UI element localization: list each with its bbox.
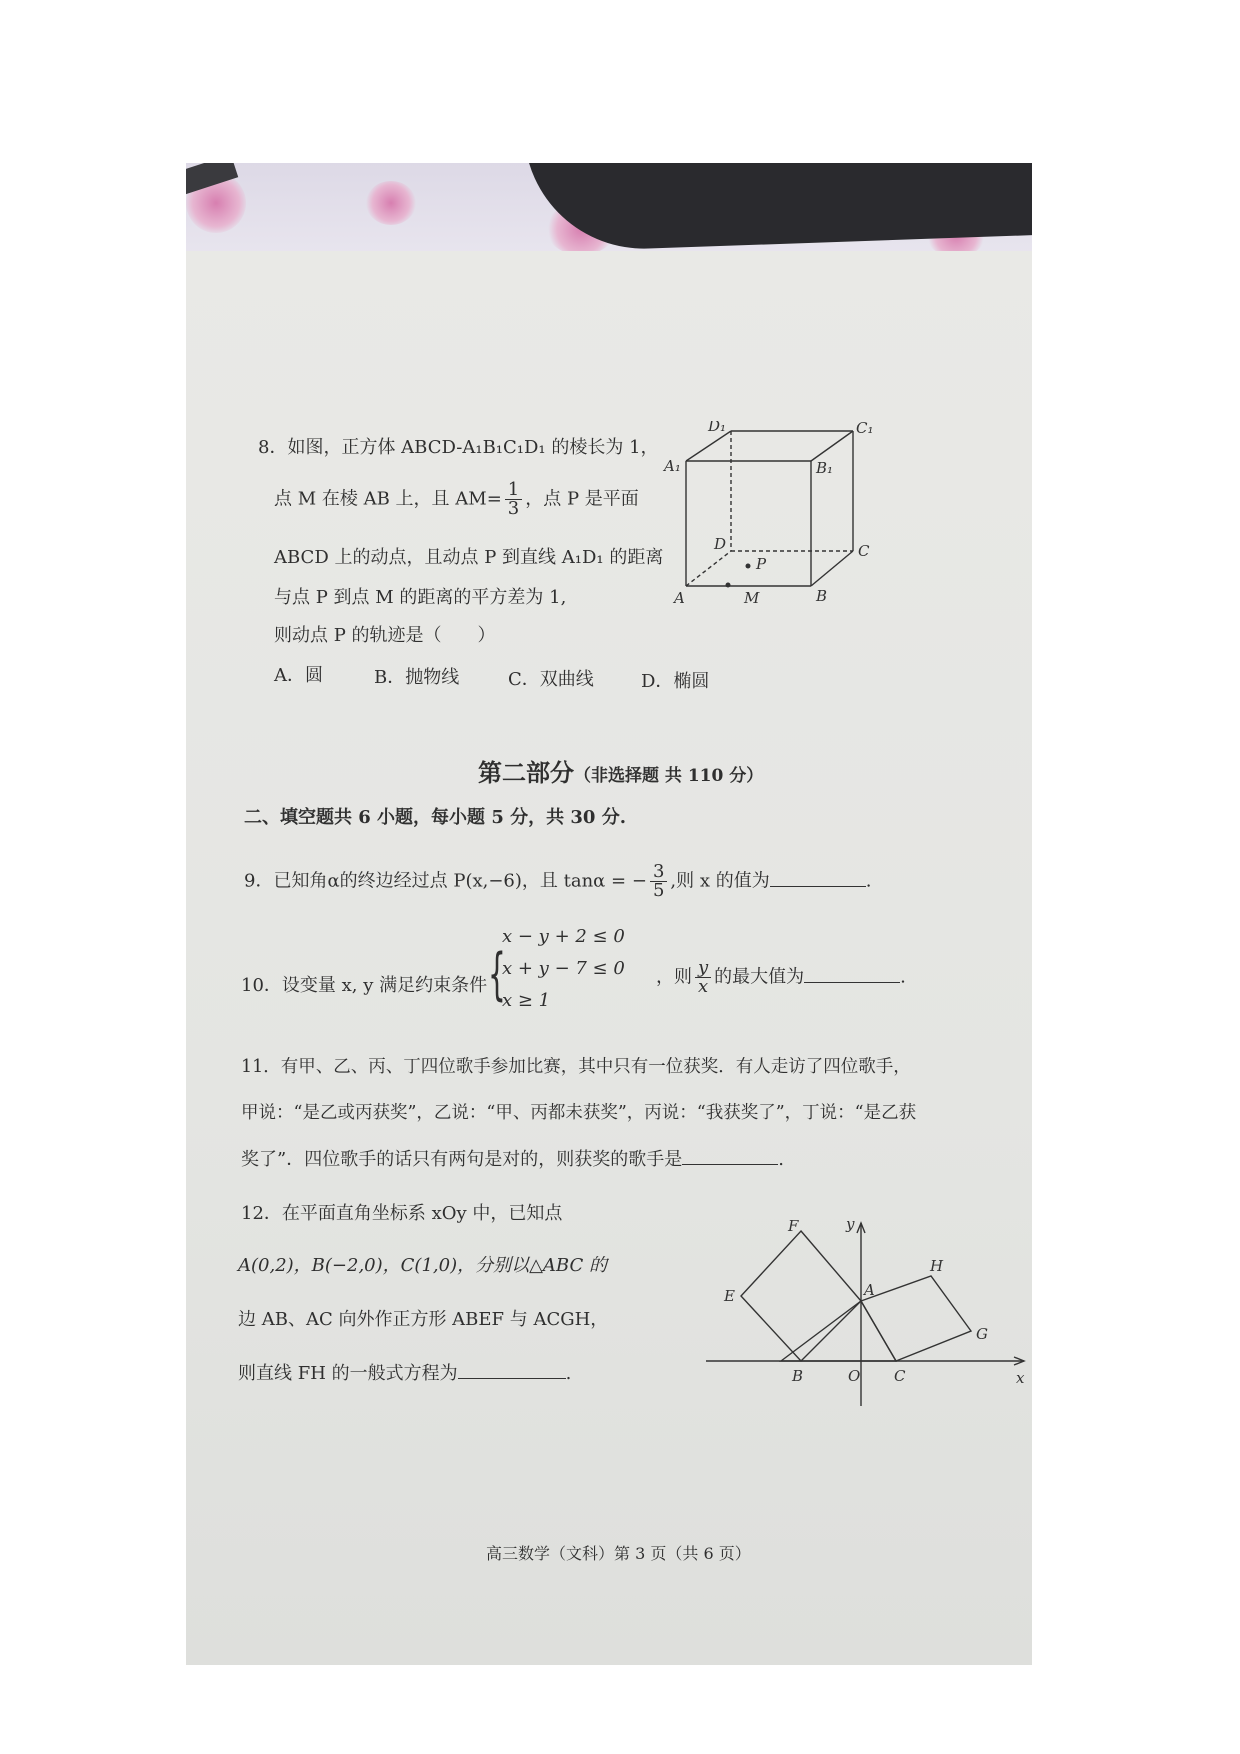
- q8-option-b: B．抛物线: [374, 667, 460, 688]
- q8-option-a: A．圆: [274, 665, 323, 686]
- q9-frac-den: 5: [652, 880, 665, 901]
- cube-label-p: P: [756, 555, 767, 573]
- q10-cond-2: x + y − 7 ≤ 0: [502, 958, 625, 979]
- q12-answer-blank[interactable]: [458, 1378, 566, 1379]
- q10-end: .: [900, 966, 906, 988]
- q10-conditions: [502, 921, 625, 1017]
- q8-frac-den: 3: [507, 498, 520, 519]
- graph-label-y: y: [846, 1215, 855, 1233]
- q10-brace: {: [488, 942, 506, 1007]
- graph-label-c: C: [894, 1367, 906, 1385]
- page-footer: 高三数学（文科）第 3 页（共 6 页）: [486, 1544, 751, 1563]
- q12-line1: 12．在平面直角坐标系 xOy 中，已知点: [241, 1203, 563, 1224]
- q9-end: .: [865, 870, 872, 892]
- graph-label-a: A: [864, 1281, 875, 1299]
- part2-subtitle: （非选择题 共 110 分）: [574, 766, 764, 786]
- q9-answer-blank[interactable]: [770, 886, 866, 887]
- graph-label-e: E: [724, 1287, 735, 1305]
- q10-cond-1: x − y + 2 ≤ 0: [502, 926, 625, 947]
- flower-pattern: [366, 181, 416, 225]
- q10-text: 10．设变量 x, y 满足约束条件: [241, 975, 488, 996]
- q12-line3: 边 AB、AC 向外作正方形 ABEF 与 ACGH，: [238, 1309, 609, 1330]
- q12-line4-wrap: [238, 1359, 571, 1385]
- graph-label-h: H: [930, 1257, 944, 1275]
- q10-frac-num: y: [695, 959, 711, 978]
- graph-label-x: x: [1016, 1369, 1025, 1387]
- cube-label-c1: C₁: [856, 421, 874, 437]
- q10-frac-den: x: [698, 976, 709, 997]
- q9-text: 9．已知角α的终边经过点 P(x,−6)，且 tanα = −: [244, 870, 647, 892]
- q11-line2: 甲说：“是乙或丙获奖”，乙说：“甲、丙都未获奖”，丙说：“我获奖了”，丁说：“是乙获: [241, 1103, 917, 1123]
- q11-line1: 11．有甲、乙、丙、丁四位歌手参加比赛，其中只有一位获奖．有人走访了四位歌手，: [241, 1057, 911, 1077]
- q11-end: .: [778, 1149, 784, 1170]
- q8-option-d: D．椭圆: [641, 671, 710, 692]
- q10-text-b: ，则: [656, 966, 692, 988]
- part2-title: 第二部分: [478, 758, 574, 787]
- coordinate-figure: [706, 1211, 1032, 1411]
- cube-label-a: A: [674, 589, 685, 607]
- q9-line: [244, 863, 871, 900]
- cube-label-d1: D₁: [708, 421, 727, 435]
- q11-line3-wrap: [241, 1145, 784, 1171]
- q12-end: .: [565, 1363, 572, 1384]
- section-heading: 二、填空题共 6 小题，每小题 5 分，共 30 分.: [244, 807, 626, 828]
- q10-text-c: 的最大值为: [714, 966, 805, 988]
- cube-label-b1: B₁: [816, 459, 834, 477]
- cube-label-m: M: [744, 589, 760, 607]
- q8-option-c: C．双曲线: [508, 669, 594, 690]
- q8-line3: ABCD 上的动点，且动点 P 到直线 A₁D₁ 的距离: [274, 547, 664, 568]
- graph-label-b: B: [792, 1367, 804, 1385]
- q8-fraction: [505, 481, 522, 518]
- q8-line1: 8．如图，正方体 ABCD-A₁B₁C₁D₁ 的棱长为 1，: [258, 437, 659, 458]
- q10-line-b: [656, 959, 906, 996]
- q10-cond-3: x ≥ 1: [502, 990, 551, 1011]
- cube-label-b: B: [816, 587, 828, 605]
- photo-frame: [186, 163, 1032, 1665]
- q8-line5: 则动点 P 的轨迹是（ ）: [274, 625, 496, 646]
- q10-answer-blank[interactable]: [804, 982, 900, 983]
- q11-line3: 奖了”．四位歌手的话只有两句是对的，则获奖的歌手是: [241, 1149, 683, 1170]
- graph-label-g: G: [976, 1325, 988, 1343]
- q9-fraction: [650, 863, 667, 900]
- q8-line2-text-b: ，点 P 是平面: [525, 488, 639, 510]
- exam-paper: [186, 251, 1032, 1665]
- cube-label-d: D: [714, 535, 727, 553]
- part2-title-line: [478, 753, 763, 788]
- q10-fraction: [695, 959, 711, 996]
- cube-label-c: C: [858, 542, 870, 560]
- q9-text-b: ,则 x 的值为: [670, 870, 770, 892]
- graph-label-o: O: [848, 1367, 861, 1385]
- q8-frac-num: 1: [505, 481, 522, 500]
- cube-label-a1: A₁: [664, 457, 681, 475]
- q8-line2: [274, 481, 639, 518]
- q8-line2-text: 点 M 在棱 AB 上，且 AM=: [274, 488, 502, 510]
- q12-line2: A(0,2)，B(−2,0)，C(1,0)，分别以△ABC 的: [238, 1255, 607, 1276]
- q9-frac-num: 3: [650, 863, 667, 882]
- cube-figure: [656, 421, 886, 621]
- q8-line4: 与点 P 到点 M 的距离的平方差为 1,: [274, 587, 567, 608]
- q12-line4: 则直线 FH 的一般式方程为: [238, 1363, 458, 1384]
- q11-answer-blank[interactable]: [682, 1164, 778, 1165]
- graph-label-f: F: [788, 1217, 799, 1235]
